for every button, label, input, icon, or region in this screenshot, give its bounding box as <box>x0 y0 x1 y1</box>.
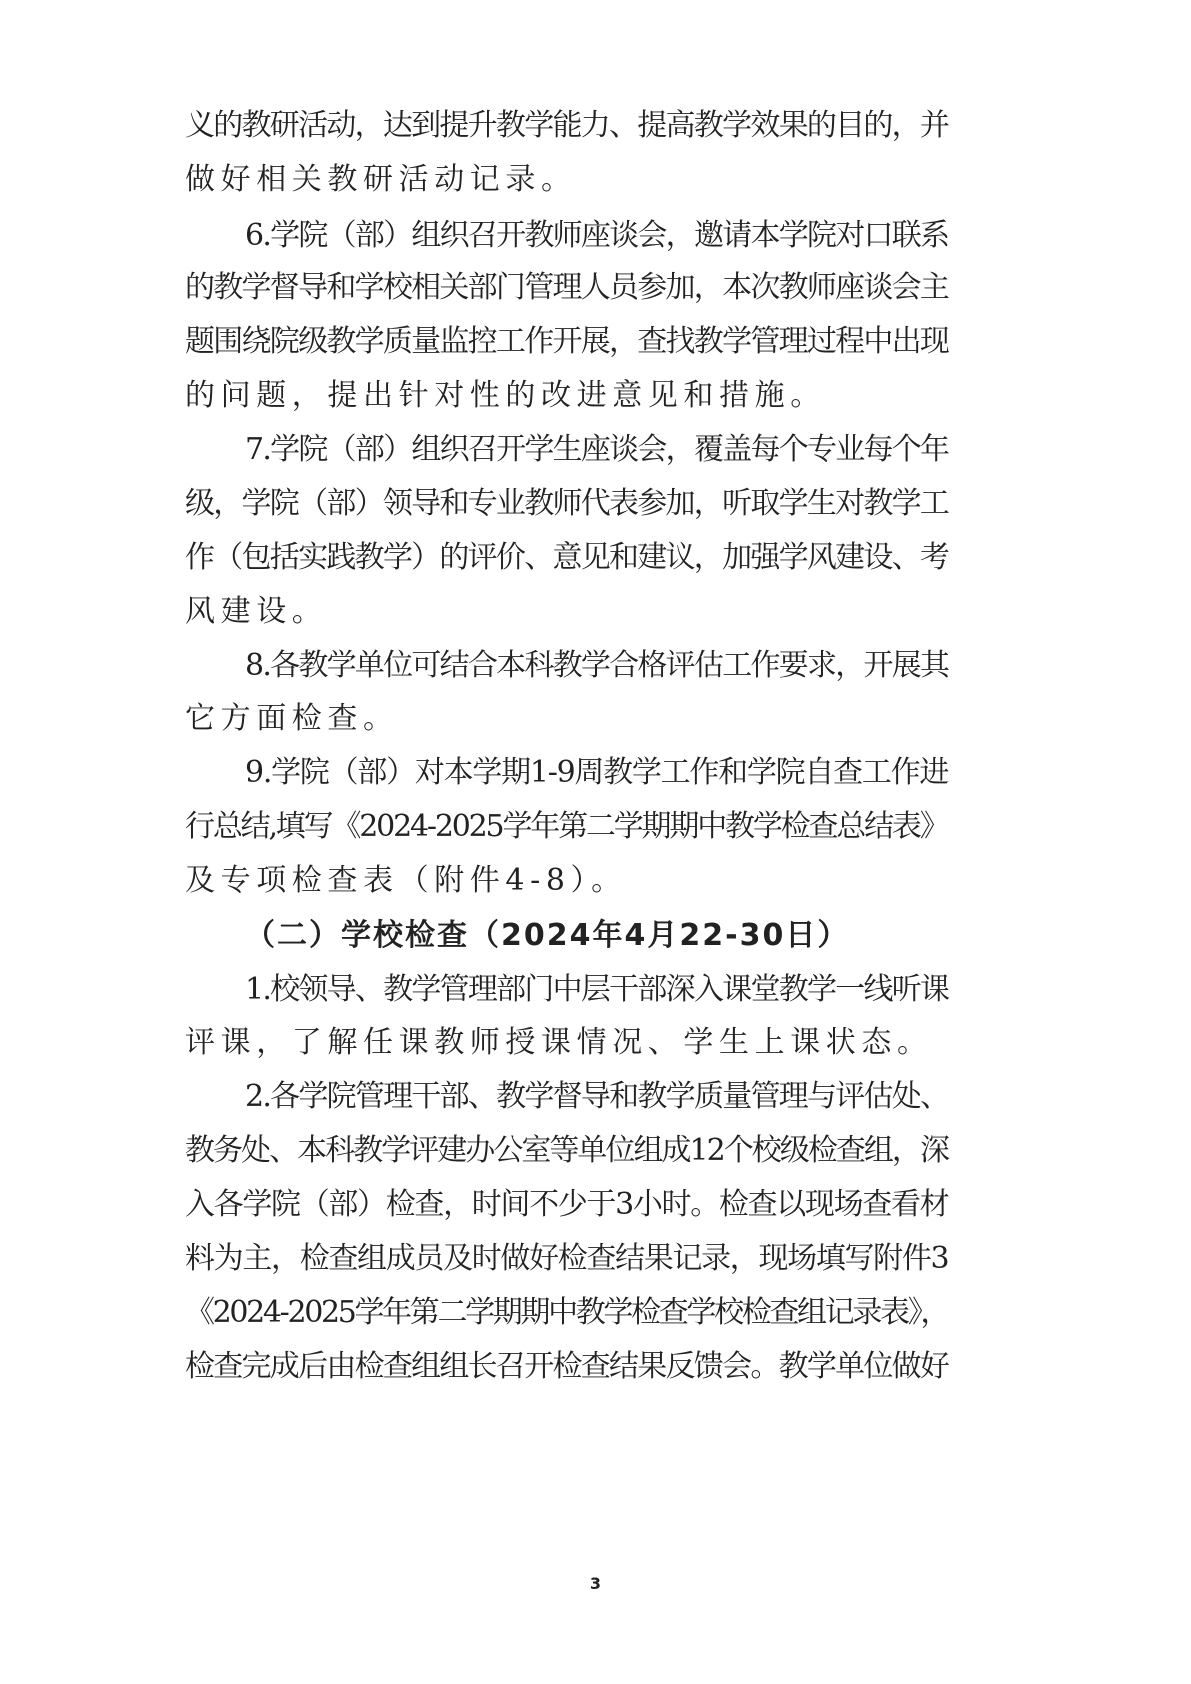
section-heading: （二）学校检查（2024年4月22-30日） <box>245 918 850 953</box>
body-text-line: 级，学院（部）领导和专业教师代表参加，听取学生对教学工 <box>185 486 949 521</box>
body-text-line: 义的教研活动，达到提升教学能力、提高教学效果的目的，并 <box>185 108 949 143</box>
body-text-line: 风建设。 <box>185 594 328 629</box>
body-text-line: 评课，了解任课教师授课情况、学生上课状态。 <box>185 1025 933 1060</box>
paragraph-item-6: 6.学院（部）组织召开教师座谈会，邀请本学院对口联系 <box>245 218 949 253</box>
paragraph-item-1: 1.校领导、教学管理部门中层干部深入课堂教学一线听课 <box>245 972 949 1007</box>
body-text-line: 的教学督导和学校相关部门管理人员参加，本次教师座谈会主 <box>185 270 949 305</box>
body-text-line: 题围绕院级教学质量监控工作开展，查找教学管理过程中出现 <box>185 324 949 359</box>
body-text-line: 及专项检查表（附件4-8）。 <box>185 863 627 898</box>
paragraph-item-7: 7.学院（部）组织召开学生座谈会，覆盖每个专业每个年 <box>245 432 949 467</box>
paragraph-item-8: 8.各教学单位可结合本科教学合格评估工作要求，开展其 <box>245 648 949 683</box>
body-text-line: 教务处、本科教学评建办公室等单位组成12个校级检查组，深 <box>185 1133 948 1168</box>
paragraph-item-9: 9.学院（部）对本学期1-9周教学工作和学院自查工作进 <box>245 755 949 790</box>
body-text-line: 入各学院（部）检查，时间不少于3小时。检查以现场查看材 <box>185 1187 949 1222</box>
body-text-line: 检查完成后由检查组组长召开检查结果反馈会。教学单位做好 <box>185 1349 949 1384</box>
body-text-line: 做好相关教研活动记录。 <box>185 162 577 197</box>
body-text-line: 的问题，提出针对性的改进意见和措施。 <box>185 378 826 413</box>
body-text-line: 作（包括实践教学）的评价、意见和建议，加强学风建设、考 <box>185 540 949 575</box>
body-text-line: 行总结,填写《2024-2025学年第二学期期中教学检查总结表》 <box>185 809 948 844</box>
body-text-line: 《2024-2025学年第二学期期中教学检查学校检查组记录表》， <box>185 1295 949 1330</box>
page-number: 3 <box>589 1574 602 1593</box>
body-text-line: 它方面检查。 <box>185 701 399 736</box>
paragraph-item-2: 2.各学院管理干部、教学督导和教学质量管理与评估处、 <box>245 1079 949 1114</box>
body-text-line: 料为主，检查组成员及时做好检查结果记录，现场填写附件3 <box>185 1241 949 1276</box>
